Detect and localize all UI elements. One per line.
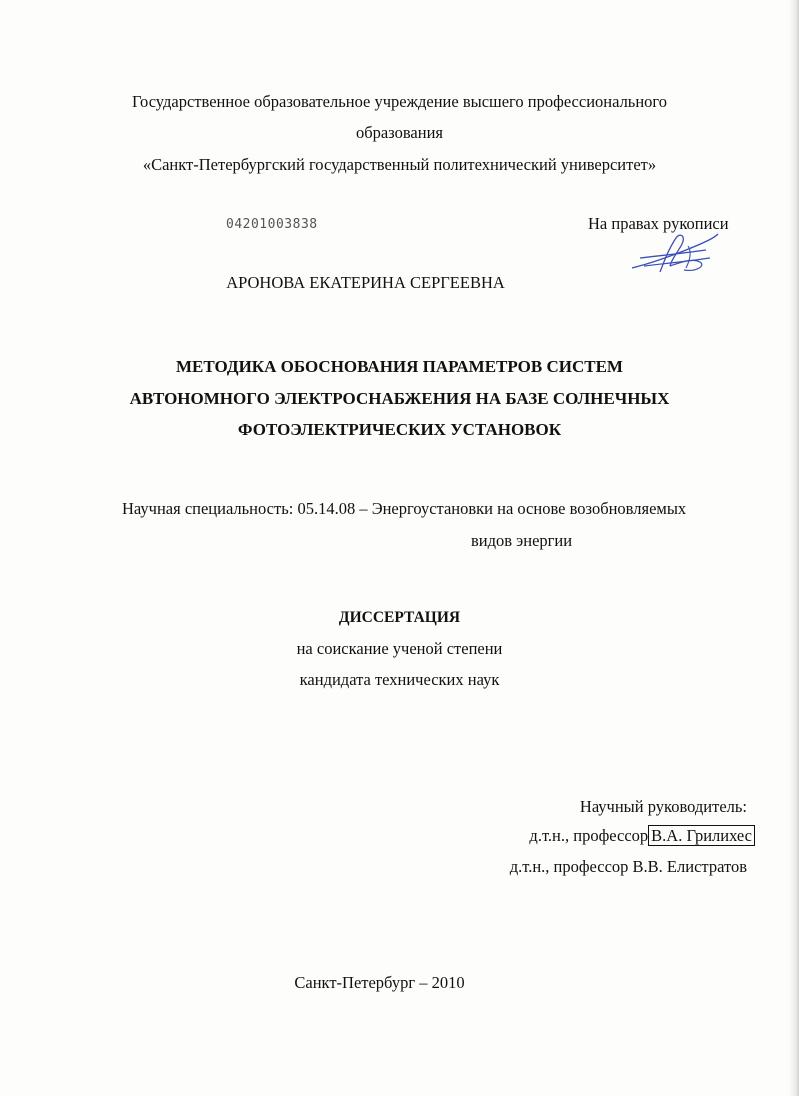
institution-line-2: образования xyxy=(355,123,444,142)
title-line-1: МЕТОДИКА ОБОСНОВАНИЯ ПАРАМЕТРОВ СИСТЕМ xyxy=(176,357,623,376)
supervisor-1-title: д.т.н., профессор xyxy=(529,826,649,845)
supervisor-heading: Научный руководитель: xyxy=(579,797,747,816)
dissertation-heading: ДИССЕРТАЦИЯ xyxy=(338,609,461,626)
institution-line-3: «Санкт-Петербургский государственный политехнический университет» xyxy=(142,155,657,174)
author-name: АРОНОВА ЕКАТЕРИНА СЕРГЕЕВНА xyxy=(226,273,505,292)
place-year: Санкт-Петербург – 2010 xyxy=(294,973,465,992)
title-line-2: АВТОНОМНОГО ЭЛЕКТРОСНАБЖЕНИЯ НА БАЗЕ СОЛНЕЧНЫХ xyxy=(129,389,670,408)
scan-edge-shadow xyxy=(789,0,799,1096)
handwritten-signature xyxy=(626,228,722,276)
manuscript-rights-label: На правах рукописи xyxy=(588,214,729,233)
library-stamp-number: 04201003838 xyxy=(226,217,318,232)
degree-line-1: на соискание ученой степени xyxy=(296,639,503,658)
specialty-line-2: видов энергии xyxy=(471,531,573,550)
supervisor-1 xyxy=(529,826,755,846)
title-line-3: ФОТОЭЛЕКТРИЧЕСКИХ УСТАНОВОК xyxy=(237,420,562,439)
degree-line-2: кандидата технических наук xyxy=(299,670,500,689)
supervisor-1-name-box: В.А. Грилихес xyxy=(648,825,755,846)
specialty-line-1: Научная специальность: 05.14.08 – Энергоустановки на основе возобновляемых xyxy=(122,499,687,518)
institution-line-1: Государственное образовательное учреждение высшего профессионального xyxy=(131,92,668,111)
supervisor-2: д.т.н., профессор В.В. Елистратов xyxy=(509,857,747,876)
